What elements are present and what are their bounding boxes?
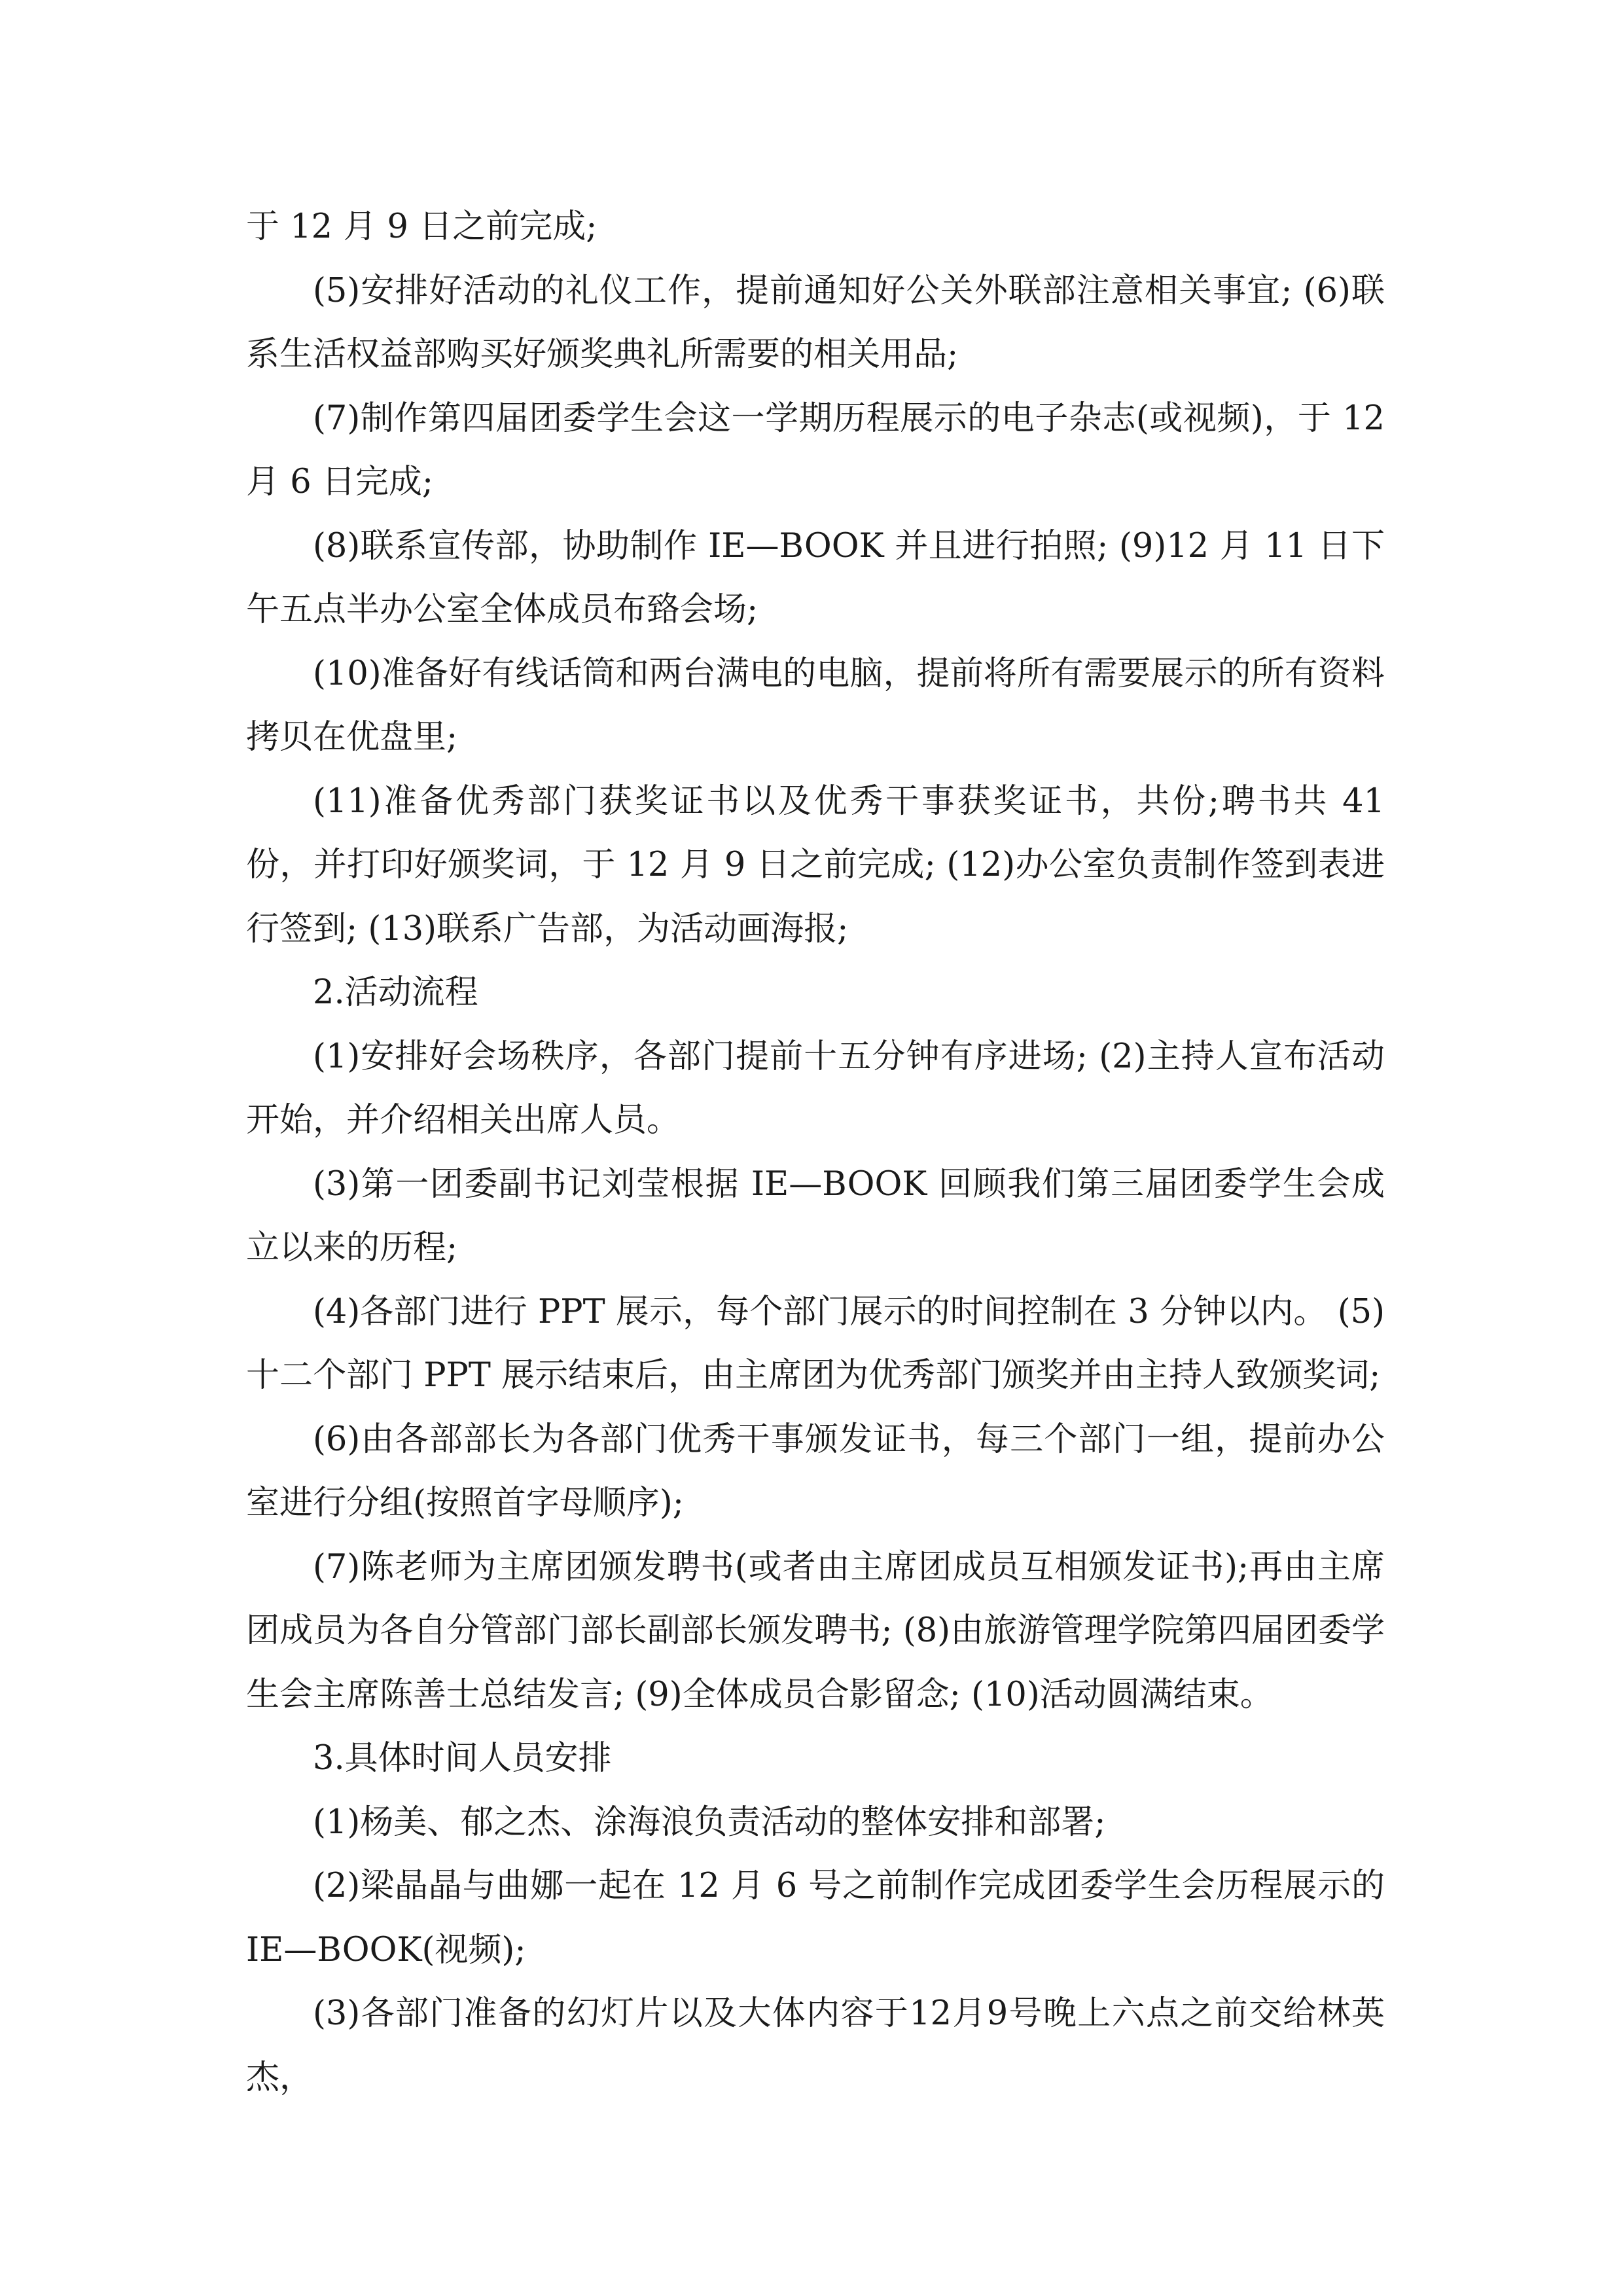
paragraph: (3)各部门准备的幻灯片以及大体内容于12月9号晚上六点之前交给林英杰， xyxy=(246,1994,1385,2097)
section-heading: 3.具体时间人员安排 xyxy=(313,1739,612,1778)
paragraph: (10)准备好有线话筒和两台满电的电脑，提前将所有需要展示的所有资料拷贝在优盘里; xyxy=(246,654,1385,757)
paragraph: (3)第一团委副书记刘莹根据 IE—BOOK 回顾我们第三届团委学生会成立以来的历程; xyxy=(246,1164,1385,1267)
paragraph: (7)陈老师为主席团颁发聘书(或者由主席团成员互相颁发证书);再由主席团成员为各自分管部门部长副部长颁发聘书; (8)由旅游管理学院第四届团委学生会主席陈善士总结发言; (9)全体成员合影留念; (10)活动圆满结束。 xyxy=(246,1547,1385,1714)
paragraph: (1)杨美、郁之杰、涂海浪负责活动的整体安排和部署; xyxy=(313,1803,1106,1842)
paragraph: (5)安排好活动的礼仪工作，提前通知好公关外联部注意相关事宜; (6)联系生活权益部购买好颁奖典礼所需要的相关用品; xyxy=(246,271,1385,374)
paragraph: 于 12 月 9 日之前完成; xyxy=(246,207,597,246)
document-body xyxy=(246,195,1396,2109)
section-heading: 2.活动流程 xyxy=(313,973,478,1012)
paragraph: (1)安排好会场秩序，各部门提前十五分钟有序进场; (2)主持人宣布活动开始，并介绍相关出席人员。 xyxy=(246,1037,1385,1139)
paragraph: (7)制作第四届团委学生会这一学期历程展示的电子杂志(或视频)，于 12 月 6 日完成; xyxy=(246,399,1396,501)
paragraph: (2)梁晶晶与曲娜一起在 12 月 6 号之前制作完成团委学生会历程展示的 IE—BOOK(视频); xyxy=(246,1867,1396,1969)
paragraph: (8)联系宣传部，协助制作 IE—BOOK 并且进行拍照; (9)12 月 11 日下午五点半办公室全体成员布臵会场; xyxy=(246,526,1385,629)
paragraph: (11)准备优秀部门获奖证书以及优秀干事获奖证书，共份;聘书共 41 份，并打印好颁奖词，于 12 月 9 日之前完成; (12)办公室负责制作签到表进行签到; (13)联系广告部，为活动画海报; xyxy=(246,781,1396,948)
paragraph: (6)由各部部长为各部门优秀干事颁发证书，每三个部门一组，提前办公室进行分组(按照首字母顺序); xyxy=(246,1420,1385,1522)
paragraph: (4)各部门进行 PPT 展示，每个部门展示的时间控制在 3 分钟以内。 (5)十二个部门 PPT 展示结束后，由主席团为优秀部门颁奖并由主持人致颁奖词; xyxy=(246,1292,1385,1395)
